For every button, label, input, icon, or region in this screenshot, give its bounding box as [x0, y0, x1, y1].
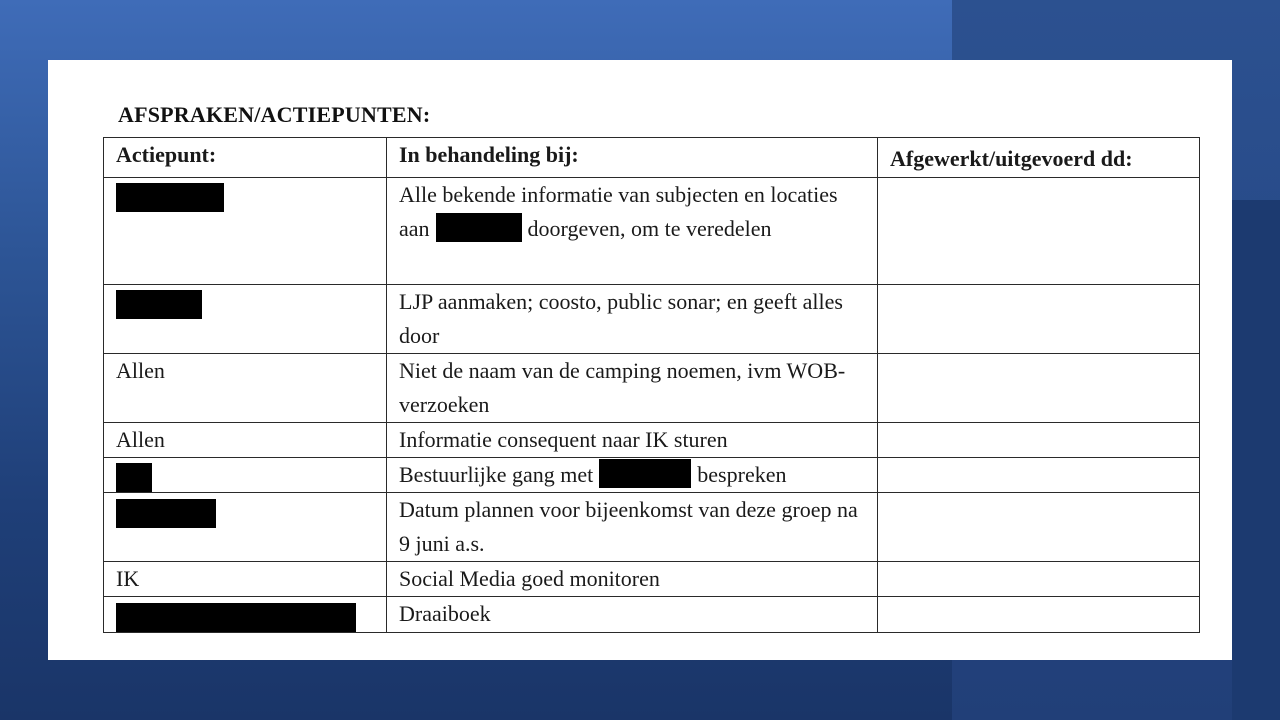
column-header-behandeling: In behandeling bij: [387, 138, 878, 178]
table-row [104, 354, 1200, 423]
table-row [104, 178, 1200, 285]
afgewerkt-cell [878, 597, 1200, 632]
column-header-actiepunt: Actiepunt: [104, 138, 387, 178]
actiepunt-cell [104, 493, 387, 562]
afgewerkt-cell [878, 562, 1200, 597]
table-row [104, 423, 1200, 458]
table-row [104, 597, 1200, 632]
actiepunt-cell [104, 285, 387, 354]
redaction-block [116, 603, 356, 632]
behandeling-cell: Datum plannen voor bijeenkomst van deze groep na 9 juni a.s. [387, 493, 878, 562]
actiepunt-cell: Allen [104, 423, 387, 458]
redaction-block [116, 463, 152, 492]
behandeling-cell: Alle bekende informatie van subjecten en locaties aan doorgeven, om te veredelen [387, 178, 878, 285]
redaction-block [116, 499, 216, 528]
table-row [104, 562, 1200, 597]
afgewerkt-cell [878, 458, 1200, 493]
afgewerkt-cell [878, 285, 1200, 354]
behandeling-cell: Draaiboek [387, 597, 878, 632]
document-heading: AFSPRAKEN/ACTIEPUNTEN: [118, 102, 431, 127]
table-row [104, 285, 1200, 354]
redaction-block [116, 183, 224, 212]
afgewerkt-cell [878, 423, 1200, 458]
redaction-block [436, 213, 522, 242]
table-row [104, 493, 1200, 562]
action-items-table [103, 137, 1200, 633]
actiepunt-cell [104, 178, 387, 285]
behandeling-cell: Niet de naam van de camping noemen, ivm WOB-verzoeken [387, 354, 878, 423]
actiepunt-cell [104, 597, 387, 632]
actiepunt-cell: IK [104, 562, 387, 597]
actiepunt-cell: Allen [104, 354, 387, 423]
document-page [48, 60, 1232, 660]
column-header-afgewerkt: Afgewerkt/uitgevoerd dd: [878, 138, 1200, 178]
background-panel-lower [1232, 200, 1280, 720]
afgewerkt-cell [878, 178, 1200, 285]
redaction-block [599, 459, 691, 488]
table-row [104, 458, 1200, 493]
afgewerkt-cell [878, 493, 1200, 562]
behandeling-cell: Informatie consequent naar IK sturen [387, 423, 878, 458]
table-header-row [104, 138, 1200, 178]
afgewerkt-cell [878, 354, 1200, 423]
actiepunt-cell [104, 458, 387, 493]
behandeling-cell: LJP aanmaken; coosto, public sonar; en geeft alles door [387, 285, 878, 354]
redaction-block [116, 290, 202, 319]
behandeling-cell: Social Media goed monitoren [387, 562, 878, 597]
behandeling-cell: Bestuurlijke gang met bespreken [387, 458, 878, 493]
